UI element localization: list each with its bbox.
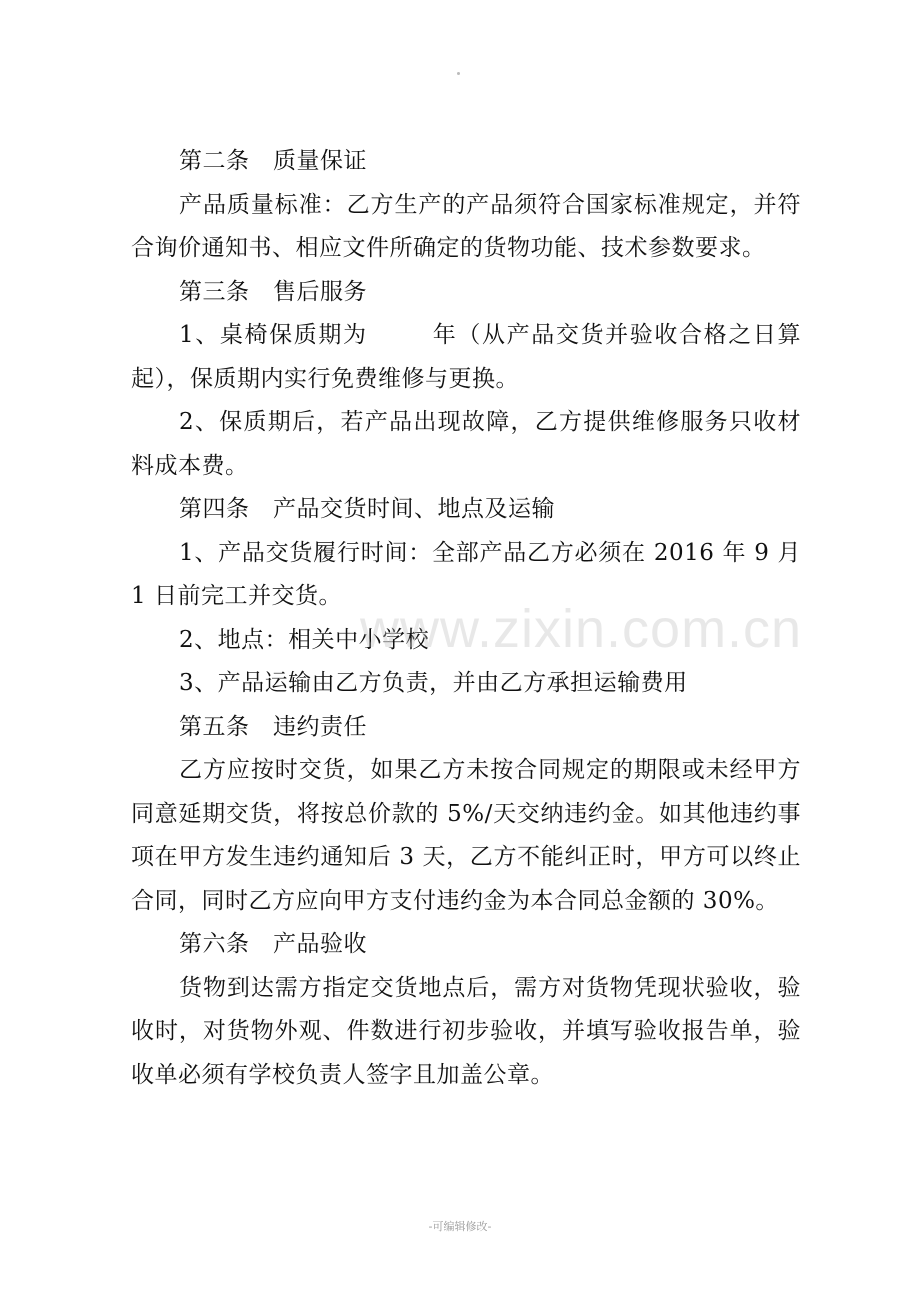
article-3-item-1-suffix: 年（从产品交货并验收合格之日算起），保质期内实行免费维修与更换。 — [131, 322, 802, 392]
watermark: www.zixin.com.cn — [360, 599, 803, 659]
article-5-body: 乙方应按时交货，如果乙方未按合同规定的期限或未经甲方同意延期交货，将按总价款的 5%/天交纳违约金。如其他违约事项在甲方发生违约通知后 3 天，乙方不能纠正时，甲方可以终止合同，同时乙方应向甲方支付违约金为本合同总金额的 30%。 — [131, 757, 801, 914]
article-2-body: 产品质量标准：乙方生产的产品须符合国家标准规定，并符合询价通知书、相应文件所确定的货物功能、技术参数要求。 — [131, 191, 801, 261]
article-3-heading: 第三条 售后服务 — [179, 278, 367, 305]
article-4-item-3: 3、产品运输由乙方负责，并由乙方承担运输费用 — [179, 670, 688, 696]
article-3-item-1 — [131, 314, 801, 401]
article-5-heading: 第五条 违约责任 — [179, 713, 367, 740]
article-3-item-2: 2、保质期后，若产品出现故障，乙方提供维修服务只收材料成本费。 — [131, 409, 801, 479]
article-3-item-1-prefix: 1、桌椅保质期为 — [179, 322, 368, 348]
page-marker-dot — [457, 72, 460, 75]
article-2-heading: 第二条 质量保证 — [179, 148, 367, 174]
article-4-item-1: 1、产品交货履行时间：全部产品乙方必须在 2016 年 9 月 1 日前完工并交货。 — [131, 539, 801, 609]
page-footer: -可编辑修改- — [428, 1220, 492, 1233]
article-6-body: 货物到达需方指定交货地点后，需方对货物凭现状验收，验收时，对货物外观、件数进行初步验收，并填写验收报告单，验收单必须有学校负责人签字且加盖公章。 — [131, 974, 801, 1088]
article-4-heading: 第四条 产品交货时间、地点及运输 — [179, 496, 555, 522]
article-6-heading: 第六条 产品验收 — [179, 931, 367, 957]
article-4-item-2: 2、地点：相关中小学校 — [179, 626, 430, 653]
